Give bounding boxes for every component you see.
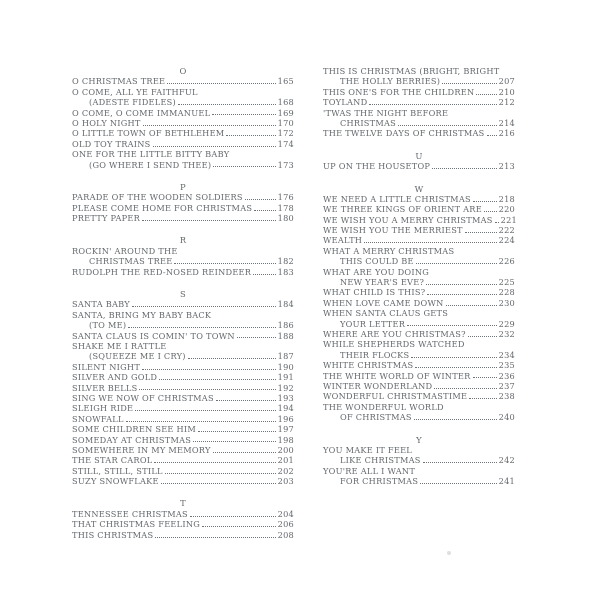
dotted-leader — [135, 410, 275, 411]
index-entry — [72, 213, 294, 223]
entry-page-number: 206 — [277, 519, 294, 530]
index-section — [72, 182, 294, 224]
index-entry — [72, 414, 294, 424]
entry-title: SOMEDAY AT CHRISTMAS — [72, 434, 192, 445]
entry-title: WHEN SANTA CLAUS GETS — [323, 308, 449, 319]
dotted-leader — [126, 421, 276, 422]
index-entry — [72, 108, 294, 118]
entry-title: (ADESTE FIDELES) — [89, 97, 176, 108]
scan-artifact-dot — [447, 551, 451, 555]
entry-page-number: 165 — [277, 76, 294, 87]
entry-title: (TO ME) — [89, 320, 127, 331]
entry-page-number: 241 — [498, 476, 515, 487]
dotted-leader — [254, 210, 275, 211]
index-entry — [72, 362, 294, 372]
dotted-leader — [193, 441, 275, 442]
dotted-leader — [468, 336, 497, 337]
index-entry — [72, 139, 294, 149]
entry-title: O HOLY NIGHT — [72, 117, 141, 128]
index-entry — [72, 445, 294, 455]
index-entry — [72, 383, 294, 393]
index-entry — [323, 287, 515, 297]
entry-page-number: 169 — [277, 107, 294, 118]
entry-title: (SQUEEZE ME I CRY) — [89, 351, 186, 362]
entry-page-number: 201 — [277, 455, 294, 466]
dotted-leader — [423, 462, 497, 463]
entry-page-number: 236 — [498, 370, 515, 381]
index-entry-line1 — [323, 445, 515, 455]
dotted-leader — [165, 473, 276, 474]
index-entry-line1 — [72, 87, 294, 97]
index-entry — [72, 424, 294, 434]
entry-title: WE WISH YOU THE MERRIEST — [323, 225, 463, 236]
entry-page-number: 194 — [277, 403, 294, 414]
index-entry — [72, 530, 294, 540]
index-entry — [323, 215, 515, 225]
entry-page-number: 173 — [277, 159, 294, 170]
dotted-leader — [446, 305, 497, 306]
entry-page-number: 172 — [277, 128, 294, 139]
entry-title: SANTA CLAUS IS COMIN' TO TOWN — [72, 330, 235, 341]
dotted-leader — [216, 400, 276, 401]
index-entry — [323, 204, 515, 214]
entry-page-number: 196 — [277, 413, 294, 424]
index-entry — [323, 225, 515, 235]
index-section — [323, 184, 515, 423]
section-letter: S — [180, 289, 186, 300]
dotted-leader — [415, 367, 496, 368]
entry-title: SING WE NOW OF CHRISTMAS — [72, 392, 214, 403]
section-letter: Y — [416, 434, 422, 445]
dotted-leader — [128, 327, 275, 328]
entry-title: THIS CHRISTMAS — [72, 529, 154, 540]
entry-page-number: 197 — [277, 424, 294, 435]
entry-page-number: 213 — [498, 161, 515, 172]
entry-title: (GO WHERE I SEND THEE) — [89, 159, 212, 170]
index-section — [72, 66, 294, 170]
entry-page-number: 234 — [498, 349, 515, 360]
entry-title: PLEASE COME HOME FOR CHRISTMAS — [72, 202, 253, 213]
index-entry — [323, 360, 515, 370]
index-entry-line1 — [323, 246, 515, 256]
entry-title: WEALTH — [323, 235, 363, 246]
entry-page-number: 214 — [498, 117, 515, 128]
entry-page-number: 225 — [498, 277, 515, 288]
entry-page-number: 210 — [498, 86, 515, 97]
entry-page-number: 190 — [277, 361, 294, 372]
entry-title: YOUR LETTER — [340, 318, 406, 329]
entry-page-number: 238 — [498, 391, 515, 402]
dotted-leader — [153, 146, 276, 147]
entry-page-number: 192 — [277, 382, 294, 393]
index-entry-line1 — [323, 66, 515, 76]
entry-title: THE WONDERFUL WORLD — [323, 401, 444, 412]
right-column — [323, 66, 515, 486]
section-letter: P — [180, 181, 186, 192]
entry-title: CHRISTMAS — [340, 117, 397, 128]
dotted-leader — [190, 516, 276, 517]
index-entry — [72, 403, 294, 413]
dotted-leader — [473, 377, 497, 378]
dotted-leader — [398, 125, 497, 126]
index-entry — [323, 391, 515, 401]
index-entry — [72, 331, 294, 341]
dotted-leader — [213, 452, 276, 453]
entry-title: O COME, ALL YE FAITHFUL — [72, 86, 198, 97]
entry-title: FOR CHRISTMAS — [340, 476, 419, 487]
index-section — [72, 498, 294, 540]
index-entry-line1 — [72, 246, 294, 256]
entry-title: SOMEWHERE IN MY MEMORY — [72, 444, 211, 455]
entry-page-number: 184 — [277, 299, 294, 310]
entry-page-number: 200 — [277, 444, 294, 455]
index-entry-continuation — [72, 97, 294, 107]
index-entry — [72, 466, 294, 476]
entry-title: SHAKE ME I RATTLE — [72, 340, 167, 351]
dotted-leader — [484, 211, 497, 212]
entry-title: YOU'RE ALL I WANT — [323, 465, 416, 476]
index-section — [72, 289, 294, 486]
dotted-leader — [143, 125, 276, 126]
entry-title: SILENT NIGHT — [72, 361, 141, 372]
index-entry-line1 — [72, 310, 294, 320]
index-entry — [72, 203, 294, 213]
entry-page-number: 170 — [277, 117, 294, 128]
entry-title: THE STAR CAROL — [72, 455, 153, 466]
index-entry-continuation — [323, 256, 515, 266]
entry-title: WE WISH YOU A MERRY CHRISTMAS — [323, 214, 493, 225]
entry-page-number: 204 — [277, 508, 294, 519]
entry-title: LIKE CHRISTMAS — [340, 455, 421, 466]
entry-title: SNOWFALL — [72, 413, 124, 424]
dotted-leader — [442, 83, 496, 84]
dotted-leader — [432, 168, 496, 169]
entry-page-number: 222 — [498, 225, 515, 236]
dotted-leader — [426, 284, 497, 285]
index-entry-continuation — [323, 350, 515, 360]
entry-title: THIS IS CHRISTMAS (BRIGHT, BRIGHT — [323, 66, 500, 76]
index-entry-continuation — [323, 319, 515, 329]
index-entry-continuation — [323, 277, 515, 287]
index-entry-line1 — [72, 149, 294, 159]
entry-page-number: 168 — [277, 97, 294, 108]
dotted-leader — [213, 166, 275, 167]
entry-title: SLEIGH RIDE — [72, 403, 134, 414]
index-entry — [72, 128, 294, 138]
entry-title: CHRISTMAS TREE — [89, 256, 173, 267]
index-entry — [323, 371, 515, 381]
entry-page-number: 232 — [498, 328, 515, 339]
entry-page-number: 228 — [498, 287, 515, 298]
dotted-leader — [212, 114, 275, 115]
index-entry — [72, 435, 294, 445]
entry-title: SILVER BELLS — [72, 382, 138, 393]
index-entry-line1 — [323, 267, 515, 277]
index-entry-line1 — [323, 308, 515, 318]
entry-page-number: 237 — [498, 380, 515, 391]
entry-page-number: 208 — [277, 529, 294, 540]
entry-page-number: 242 — [498, 455, 515, 466]
index-entry — [323, 329, 515, 339]
entry-page-number: 178 — [277, 202, 294, 213]
index-section — [323, 66, 515, 139]
entry-page-number: 193 — [277, 392, 294, 403]
entry-title: THEIR FLOCKS — [340, 349, 410, 360]
dotted-leader — [411, 357, 496, 358]
entry-page-number: 235 — [498, 360, 515, 371]
entry-page-number: 188 — [277, 330, 294, 341]
dotted-leader — [253, 274, 275, 275]
dotted-leader — [178, 104, 276, 105]
entry-title: O COME, O COME IMMANUEL — [72, 107, 211, 118]
dotted-leader — [364, 242, 496, 243]
section-letter: T — [180, 498, 186, 509]
entry-title: OLD TOY TRAINS — [72, 138, 151, 149]
entry-page-number: 221 — [500, 214, 517, 225]
index-section — [323, 151, 515, 172]
index-entry — [323, 161, 515, 171]
dotted-leader — [142, 220, 276, 221]
dotted-leader — [198, 431, 276, 432]
section-letter: O — [179, 66, 187, 76]
entry-page-number: 224 — [498, 235, 515, 246]
entry-page-number: 203 — [277, 476, 294, 487]
index-entry — [72, 509, 294, 519]
entry-title: ROCKIN' AROUND THE — [72, 245, 178, 256]
index-entry — [72, 393, 294, 403]
index-entry-line1 — [323, 402, 515, 412]
index-entry-line1 — [323, 339, 515, 349]
entry-page-number: 220 — [498, 204, 515, 215]
entry-title: SUZY SNOWFLAKE — [72, 476, 159, 487]
index-entry-continuation — [323, 455, 515, 465]
dotted-leader — [476, 94, 496, 95]
dotted-leader — [427, 294, 496, 295]
entry-title: WHEN LOVE CAME DOWN — [323, 297, 444, 308]
dotted-leader — [369, 104, 496, 105]
index-entry-line1 — [323, 466, 515, 476]
entry-title: WHAT CHILD IS THIS? — [323, 287, 426, 298]
index-section — [323, 435, 515, 487]
index-entry — [72, 118, 294, 128]
entry-title: PARADE OF THE WOODEN SOLDIERS — [72, 192, 243, 203]
index-entry-continuation — [72, 256, 294, 266]
index-entry-continuation — [72, 320, 294, 330]
index-entry — [323, 235, 515, 245]
entry-page-number: 198 — [277, 434, 294, 445]
entry-title: WHERE ARE YOU CHRISTMAS? — [323, 328, 466, 339]
entry-page-number: 207 — [498, 76, 515, 87]
index-entry — [72, 519, 294, 529]
index-entry — [72, 455, 294, 465]
entry-page-number: 226 — [498, 256, 515, 267]
dotted-leader — [188, 358, 276, 359]
entry-page-number: 186 — [277, 320, 294, 331]
entry-title: SANTA, BRING MY BABY BACK — [72, 309, 212, 320]
entry-page-number: 191 — [277, 372, 294, 383]
entry-page-number: 182 — [277, 256, 294, 267]
dotted-leader — [155, 537, 275, 538]
dotted-leader — [407, 325, 496, 326]
dotted-leader — [167, 83, 275, 84]
index-entry — [323, 128, 515, 138]
index-entry — [72, 299, 294, 309]
entry-title: OF CHRISTMAS — [340, 412, 412, 423]
entry-title: THE TWELVE DAYS OF CHRISTMAS — [323, 128, 485, 139]
dotted-leader — [495, 222, 499, 223]
entry-title: STILL, STILL, STILL — [72, 465, 163, 476]
index-entry-continuation — [323, 76, 515, 86]
dotted-leader — [473, 201, 497, 202]
entry-title: WE THREE KINGS OF ORIENT ARE — [323, 204, 482, 215]
entry-page-number: 212 — [498, 97, 515, 108]
dotted-leader — [174, 263, 275, 264]
index-entry — [323, 87, 515, 97]
entry-page-number: 229 — [498, 318, 515, 329]
index-entry-continuation — [323, 118, 515, 128]
entry-title: THAT CHRISTMAS FEELING — [72, 519, 201, 530]
entry-title: O LITTLE TOWN OF BETHLEHEM — [72, 128, 225, 139]
entry-title: THE HOLLY BERRIES) — [340, 76, 441, 87]
dotted-leader — [139, 389, 275, 390]
entry-title: SILVER AND GOLD — [72, 372, 158, 383]
entry-title: SANTA BABY — [72, 299, 130, 310]
entry-title: THIS COULD BE — [340, 256, 414, 267]
entry-title: WHAT ARE YOU DOING — [323, 266, 430, 277]
dotted-leader — [237, 337, 276, 338]
index-entry — [72, 192, 294, 202]
dotted-leader — [465, 232, 497, 233]
entry-title: UP ON THE HOUSETOP — [323, 161, 431, 172]
index-entry — [72, 76, 294, 86]
entry-title: RUDOLPH THE RED-NOSED REINDEER — [72, 266, 252, 277]
index-section — [72, 235, 294, 277]
entry-page-number: 187 — [277, 351, 294, 362]
index-entry — [72, 476, 294, 486]
entry-title: WINTER WONDERLAND — [323, 380, 433, 391]
dotted-leader — [469, 398, 496, 399]
entry-page-number: 174 — [277, 138, 294, 149]
index-entry-continuation — [323, 412, 515, 422]
entry-page-number: 218 — [498, 193, 515, 204]
dotted-leader — [159, 379, 275, 380]
entry-page-number: 230 — [498, 297, 515, 308]
dotted-leader — [161, 483, 276, 484]
entry-title: O CHRISTMAS TREE — [72, 76, 166, 87]
dotted-leader — [132, 306, 276, 307]
entry-title: THIS ONE'S FOR THE CHILDREN — [323, 86, 475, 97]
entry-page-number: 180 — [277, 213, 294, 224]
entry-page-number: 240 — [498, 412, 515, 423]
entry-page-number: 183 — [277, 266, 294, 277]
dotted-leader — [202, 526, 276, 527]
entry-title: WHITE CHRISTMAS — [323, 360, 414, 371]
dotted-leader — [245, 199, 276, 200]
dotted-leader — [420, 483, 496, 484]
index-entry — [323, 381, 515, 391]
index-entry-continuation — [72, 351, 294, 361]
index-entry-line1 — [323, 108, 515, 118]
index-entry — [72, 372, 294, 382]
entry-page-number: 216 — [498, 128, 515, 139]
entry-title: NEW YEAR'S EVE? — [340, 277, 425, 288]
entry-title: 'TWAS THE NIGHT BEFORE — [323, 107, 449, 118]
index-entry — [323, 97, 515, 107]
entry-title: WHAT A MERRY CHRISTMAS — [323, 245, 455, 256]
entry-page-number: 176 — [277, 192, 294, 203]
dotted-leader — [154, 462, 275, 463]
entry-title: PRETTY PAPER — [72, 213, 141, 224]
entry-title: THE WHITE WORLD OF WINTER — [323, 370, 471, 381]
index-entry-continuation — [323, 476, 515, 486]
entry-title: WONDERFUL CHRISTMASTIME — [323, 391, 468, 402]
index-entry-line1 — [72, 341, 294, 351]
dotted-leader — [434, 388, 496, 389]
dotted-leader — [416, 263, 497, 264]
entry-title: SOME CHILDREN SEE HIM — [72, 424, 197, 435]
dotted-leader — [414, 419, 497, 420]
entry-title: ONE FOR THE LITTLE BITTY BABY — [72, 149, 230, 160]
entry-title: TOYLAND — [323, 97, 368, 108]
entry-title: YOU MAKE IT FEEL — [323, 444, 412, 455]
dotted-leader — [142, 369, 276, 370]
dotted-leader — [226, 135, 275, 136]
index-entry — [72, 267, 294, 277]
section-letter: W — [414, 183, 424, 194]
entry-title: WHILE SHEPHERDS WATCHED — [323, 339, 465, 350]
section-letter: R — [179, 235, 187, 246]
section-letter: U — [415, 150, 423, 161]
entry-title: WE NEED A LITTLE CHRISTMAS — [323, 193, 471, 204]
dotted-leader — [487, 135, 497, 136]
index-entry-continuation — [72, 160, 294, 170]
entry-page-number: 202 — [277, 465, 294, 476]
index-entry — [323, 298, 515, 308]
left-column — [72, 66, 294, 540]
entry-title: TENNESSEE CHRISTMAS — [72, 508, 188, 519]
index-entry — [323, 194, 515, 204]
